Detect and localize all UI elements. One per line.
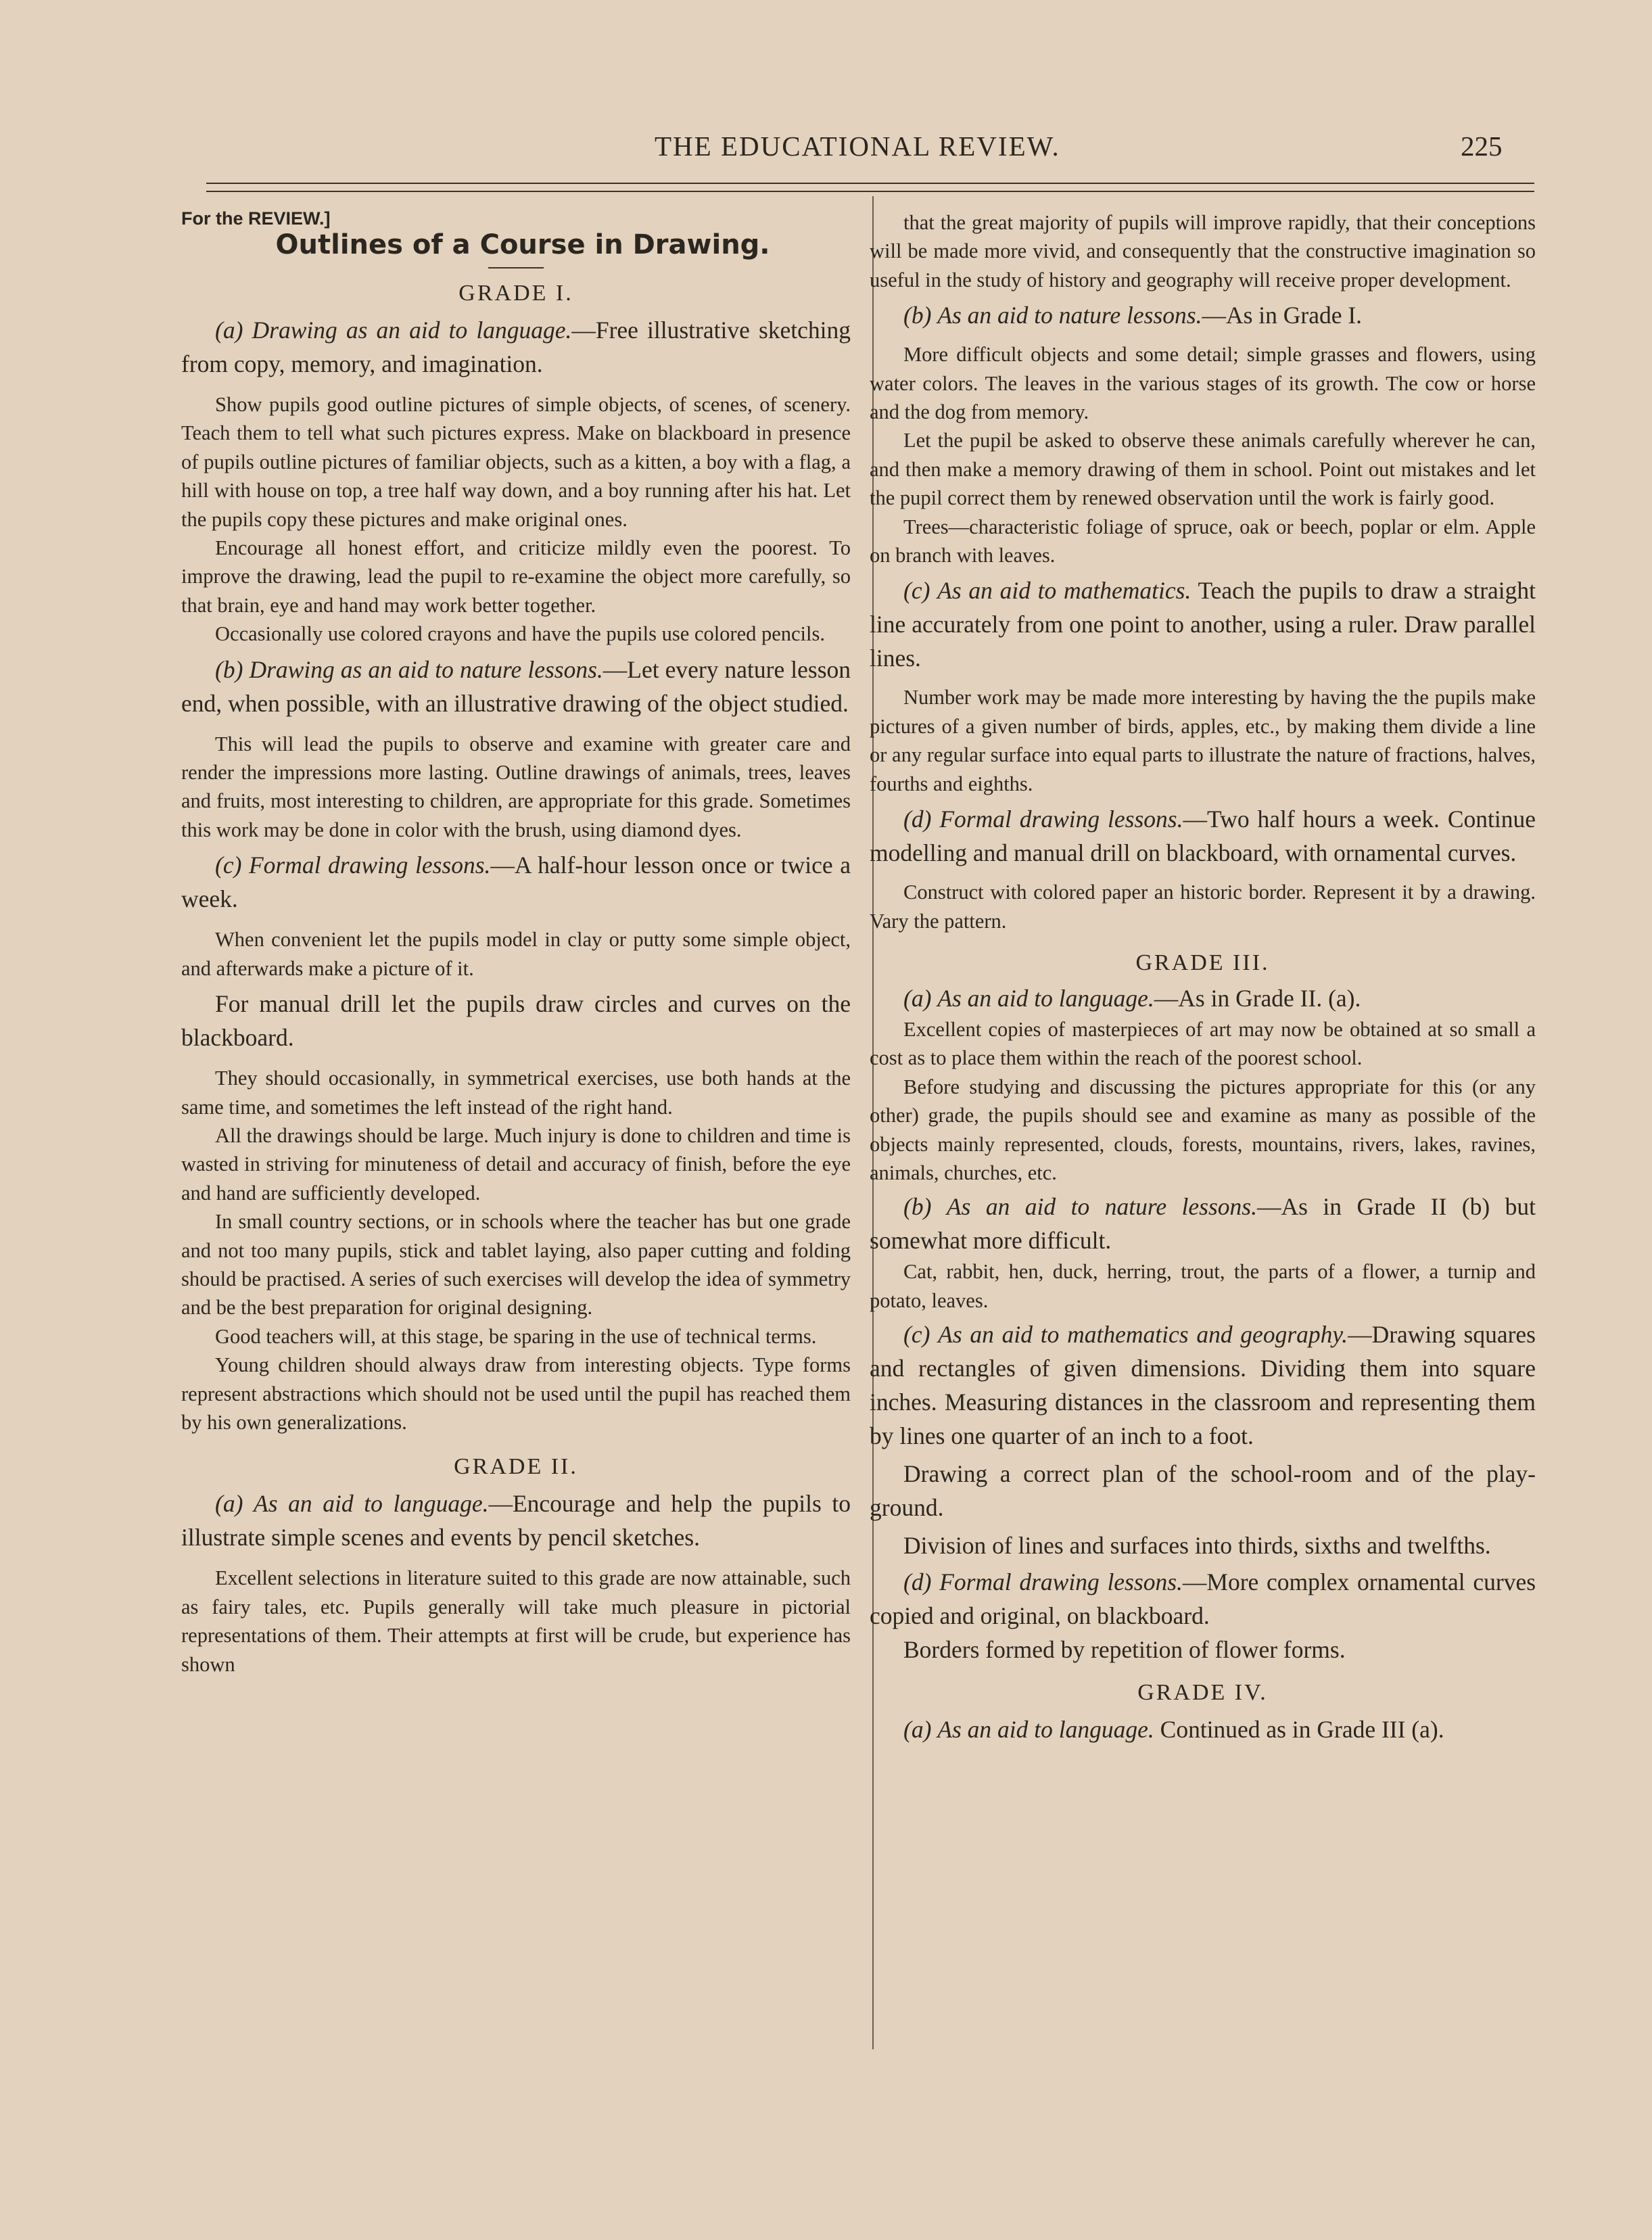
grade-3-c-mark: (c)	[903, 1321, 930, 1349]
grade-2-d-paragraph-1: Construct with colored paper an historic border. Represent it by a drawing. Vary the pattern.	[870, 881, 1536, 933]
header-rule-bottom	[206, 191, 1534, 192]
grade-2-a-paragraph-1: Excellent selections in literature suited to this grade are now attainable, such as fairy tales, etc. Pupils generally will take much pleasure in pictorial representations of them. Their attempts at first will be crude, but experience has shown	[181, 1566, 851, 1676]
grade-3-b-paragraph-1: Cat, rabbit, hen, duck, herring, trout, the parts of a flower, a turnip and potato, leaves.	[870, 1260, 1536, 1312]
grade-4-heading: GRADE IV.	[1137, 1680, 1268, 1706]
grade-1-a-topic: Drawing as an aid to language.	[252, 317, 572, 344]
grade-3-d-topic: Formal drawing lessons.	[939, 1568, 1183, 1596]
grade-1-c-mark: (c)	[215, 851, 242, 879]
right-column	[870, 208, 1536, 1746]
grade-1-a-paragraph-2: Encourage all honest effort, and criticize mildly even the poorest. To improve the drawing, lead the pupil to re-examine the object more carefully, so that brain, eye and hand may work better together.	[181, 536, 851, 617]
article-source-note: For the REVIEW.]	[181, 208, 331, 229]
grade-1-b-mark: (b)	[215, 655, 243, 683]
grade-2-a-topic: As an aid to language.	[254, 1490, 489, 1518]
grade-1-c-paragraph-1: When convenient let the pupils model in clay or putty some simple object, and afterwards make a picture of it.	[181, 928, 851, 980]
grade-3-b-topic: As an aid to nature lessons.	[946, 1193, 1257, 1221]
grade-1-b-paragraph-1: This will lead the pupils to observe and examine with greater care and render the impressions more lasting. Outline drawings of animals, trees, leaves and fruits, most interesting to children, are appropriate for this grade. Sometimes this work may be done in color with the brush, using diamond dyes.	[181, 732, 851, 841]
grade-3-c-heading	[870, 1317, 1536, 1453]
grade-3-c-topic: As an aid to mathematics and geography.	[938, 1321, 1348, 1349]
grade-3-a-heading	[870, 981, 1536, 1015]
grade-2-a-mark: (a)	[215, 1490, 243, 1518]
grade-1-a-mark: (a)	[215, 317, 243, 344]
grade-1-a-text: —Free illustrative sketching from copy, memory, and imagination.	[181, 317, 851, 377]
grade-2-c-heading	[870, 574, 1536, 675]
grade-1-c-paragraph-6: Young children should always draw from interesting objects. Type forms represent abstractions which should not be used until the pupil has reached them by his own generalizations.	[181, 1353, 851, 1434]
header-rule-top	[206, 183, 1534, 184]
left-column	[181, 208, 851, 1679]
running-title: THE EDUCATIONAL REVIEW.	[655, 131, 1060, 162]
grade-2-b-mark: (b)	[903, 302, 932, 329]
grade-2-b-text: —As in Grade I.	[1202, 302, 1363, 329]
grade-3-a-topic: As an aid to language.	[937, 984, 1154, 1012]
article-title: Outlines of a Course in Drawing.	[275, 229, 770, 260]
grade-1-c-paragraph-2: They should occasionally, in symmetrical exercises, use both hands at the same time, and sometimes the left instead of the right hand.	[181, 1067, 851, 1119]
grade-3-d-heading	[870, 1565, 1536, 1633]
grade-2-c-mark: (c)	[903, 577, 930, 605]
grade-2-d-heading	[870, 802, 1536, 870]
grade-3-c-division: Division of lines and surfaces into thirds, sixths and twelfths.	[903, 1532, 1491, 1560]
grade-2-b-paragraph-3: Trees—characteristic foliage of spruce, oak or beech, poplar or elm. Apple on branch with leaves.	[870, 515, 1536, 567]
grade-1-b-heading	[181, 653, 851, 720]
grade-3-b-heading	[870, 1190, 1536, 1257]
grade-2-d-topic: Formal drawing lessons.	[939, 806, 1183, 833]
grade-4-a-heading	[870, 1712, 1536, 1746]
grade-4-a-mark: (a)	[903, 1716, 932, 1744]
grade-1-a-heading	[181, 313, 851, 381]
grade-2-b-paragraph-2: Let the pupil be asked to observe these animals carefully wherever he can, and then make a memory drawing of them in school. Point out mistakes and let the pupil correct them by renewed observation until the work is fairly good.	[870, 429, 1536, 510]
grade-1-c-text: —A half-hour lesson once or twice a week.	[181, 851, 851, 913]
grade-1-heading: GRADE I.	[458, 281, 573, 306]
grade-1-c-manual-drill: For manual drill let the pupils draw circles and curves on the blackboard.	[181, 990, 851, 1052]
page-number: 225	[1461, 131, 1503, 162]
grade-3-d-borders: Borders formed by repetition of flower forms.	[903, 1636, 1346, 1664]
grade-3-d-text: —More complex ornamental curves copied and original, on blackboard.	[870, 1568, 1536, 1630]
grade-1-c-paragraph-5: Good teachers will, at this stage, be sparing in the use of technical terms.	[215, 1324, 817, 1348]
grade-2-c-paragraph-1: Number work may be made more interesting by having the the pupils make pictures of a given number of birds, apples, etc., by making them divide a line or any regular surface into equal parts to illustrate the nature of fractions, halves, fourths and eighths.	[870, 686, 1536, 795]
grade-3-a-mark: (a)	[903, 984, 932, 1012]
grade-1-c-topic: Formal drawing lessons.	[248, 851, 491, 879]
grade-4-a-topic: As an aid to language.	[937, 1716, 1154, 1744]
grade-2-c-topic: As an aid to mathematics.	[937, 577, 1191, 605]
grade-2-heading: GRADE II.	[454, 1454, 578, 1480]
grade-1-b-text: —Let every nature lesson end, when possible, with an illustrative drawing of the object studied.	[181, 655, 851, 717]
grade-3-heading: GRADE III.	[1135, 950, 1270, 975]
grade-3-c-plan: Drawing a correct plan of the school-room and of the play-ground.	[870, 1460, 1536, 1522]
grade-2-d-text: —Two half hours a week. Continue modelling and manual drill on blackboard, with ornamental curves.	[870, 806, 1536, 867]
grade-1-a-paragraph-3: Occasionally use colored crayons and have the pupils use colored pencils.	[215, 622, 825, 646]
grade-2-d-mark: (d)	[903, 806, 932, 833]
grade-1-c-heading	[181, 848, 851, 916]
grade-1-c-paragraph-3: All the drawings should be large. Much injury is done to children and time is wasted in striving for minuteness of detail and accuracy of finish, before the eye and hand are sufficiently developed.	[181, 1123, 851, 1205]
running-head	[0, 130, 1652, 170]
grade-3-d-mark: (d)	[903, 1568, 932, 1596]
grade-2-a-heading	[181, 1487, 851, 1554]
grade-2-b-topic: As an aid to nature lessons.	[937, 302, 1202, 329]
grade-1-c-paragraph-4: In small country sections, or in schools where the teacher has but one grade and not too many pupils, stick and tablet laying, also paper cutting and folding should be practised. A series of such exercises will develop the idea of symmetry and be the best preparation for original designing.	[181, 1210, 851, 1320]
grade-2-b-heading	[870, 298, 1536, 332]
grade-4-a-text: Continued as in Grade III (a).	[1154, 1716, 1444, 1744]
grade-1-a-paragraph-1: Show pupils good outline pictures of simple objects, of scenes, of scenery. Teach them to tell what such pictures express. Make on blackboard in presence of pupils outline pictures of familiar objects, such as a kitten, a boy with a flag, a hill with house on top, a tree half way down, and a boy running after his hat. Let the pupils copy these pictures and make original ones.	[181, 393, 851, 531]
grade-2-a-text: —Encourage and help the pupils to illustrate simple scenes and events by pencil sketches.	[181, 1490, 851, 1551]
grade-2-a-continuation: that the great majority of pupils will improve rapidly, that their conceptions will be made more vivid, and consequently that the constructive imagination so useful in the study of history and geography will receive proper development.	[870, 211, 1536, 291]
grade-3-a-paragraph-1: Excellent copies of masterpieces of art may now be obtained at so small a cost as to place them within the reach of the poorest school.	[870, 1017, 1536, 1070]
grade-1-b-topic: Drawing as an aid to nature lessons.	[249, 655, 603, 683]
grade-2-b-paragraph-1: More difficult objects and some detail; simple grasses and flowers, using water colors. The leaves in the various stages of its growth. The cow or horse and the dog from memory.	[870, 343, 1536, 424]
grade-3-a-text: —As in Grade II. (a).	[1154, 984, 1361, 1012]
title-rule	[488, 267, 544, 269]
grade-3-a-paragraph-2: Before studying and discussing the pictures appropriate for this (or any other) grade, the pupils should see and examine as many as possible of the objects mainly represented, clouds, forests, mountains, rivers, lakes, ravines, animals, churches, etc.	[870, 1075, 1536, 1184]
grade-2-c-text: Teach the pupils to draw a straight line accurately from one point to another, using a ruler. Draw parallel lines.	[870, 577, 1536, 672]
grade-3-b-mark: (b)	[903, 1193, 932, 1221]
grade-3-c-text: —Drawing squares and rectangles of given dimensions. Dividing them into square inches. Measuring distances in the classroom and representing them by lines one quarter of an inch to a foot.	[870, 1321, 1536, 1450]
grade-3-b-text: —As in Grade II (b) but somewhat more difficult.	[870, 1193, 1536, 1255]
